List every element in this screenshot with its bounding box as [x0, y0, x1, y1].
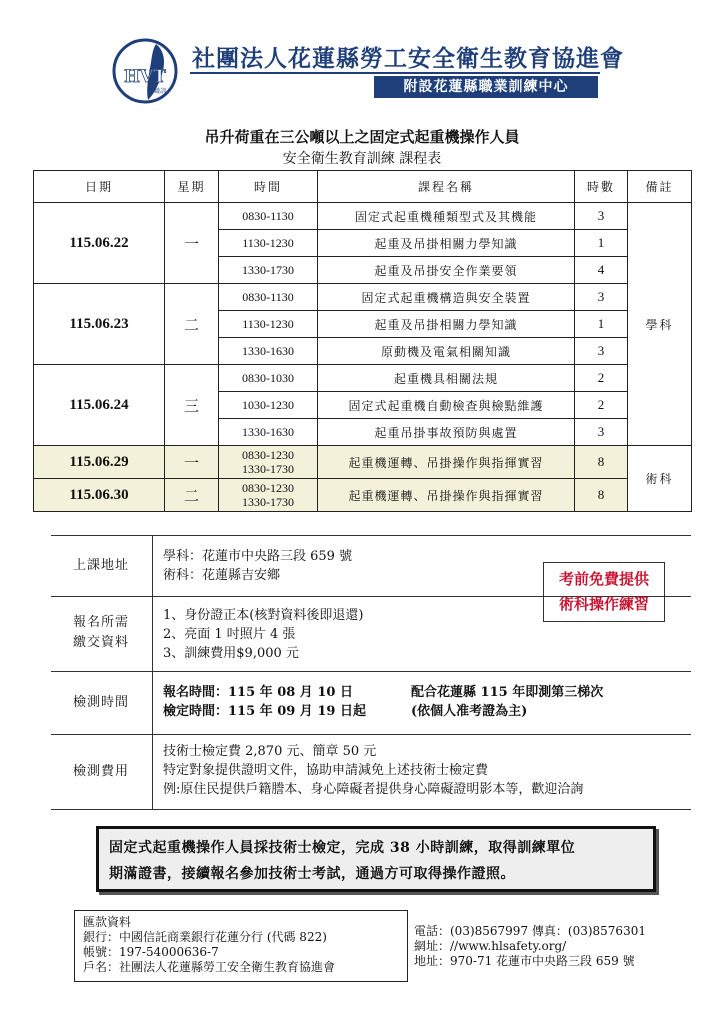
contact-website[interactable]: 網址：//www.hlsafety.org/	[414, 939, 567, 953]
fee-item: 例:原住民提供戶籍謄本、身心障礙者提供身心障礙證明影本等，歡迎洽詢	[163, 782, 584, 797]
time-morning: 0830-1230	[242, 448, 294, 462]
register-time: 報名時間：115 年 08 月 10 日	[163, 685, 353, 700]
documents-label-line2: 繳交資料	[72, 635, 129, 650]
table-row	[34, 203, 692, 230]
exam-time-notes	[411, 683, 603, 721]
exam-fee-lines	[163, 742, 583, 799]
row-divider	[152, 672, 153, 734]
exam-time-lines	[163, 683, 366, 721]
fee-item: 特定對象提供證明文件，協助申請減免上述技術士檢定費	[163, 763, 489, 778]
weekday-cell: 一	[165, 203, 219, 284]
row-divider	[152, 597, 153, 671]
weekday-cell: 三	[165, 365, 219, 446]
hours-cell: 2	[575, 392, 628, 419]
date-cell: 115.06.30	[34, 479, 165, 512]
weekday-cell: 二	[165, 284, 219, 365]
time-cell: 1130-1230	[219, 311, 318, 338]
course-title: 吊升荷重在三公噸以上之固定式起重機操作人員	[204, 128, 520, 146]
exam-fee-row	[51, 734, 691, 810]
header-divider	[190, 72, 600, 74]
row-divider	[152, 735, 153, 809]
time-cell: 1130-1230	[219, 230, 318, 257]
document-item: 3、訓練費用$9,000 元	[163, 646, 299, 661]
schedule-table	[33, 170, 692, 512]
time-cell: 1330-1630	[219, 419, 318, 446]
hours-cell: 1	[575, 230, 628, 257]
course-name-cell: 固定式起重機種類型式及其機能	[318, 203, 575, 230]
date-cell: 115.06.23	[34, 284, 165, 365]
row-divider	[152, 536, 153, 596]
time-cell	[219, 479, 318, 512]
documents-lines	[163, 606, 363, 663]
hours-cell: 3	[575, 338, 628, 365]
fee-item: 技術士檢定費 2,870 元、簡章 50 元	[163, 744, 377, 759]
exam-time-row	[51, 671, 691, 734]
weekday-cell: 二	[165, 479, 219, 512]
course-subtitle: 安全衛生教育訓練 課程表	[282, 151, 442, 167]
time-cell	[219, 446, 318, 479]
hours-cell: 8	[575, 446, 628, 479]
table-row	[34, 284, 692, 311]
free-practice-badge	[543, 562, 665, 622]
note-practice-cell: 術科	[628, 446, 692, 512]
hours-cell: 1	[575, 311, 628, 338]
course-name-cell: 固定式起重機自動檢查與檢點維護	[318, 392, 575, 419]
exam-fee-label: 檢測費用	[72, 764, 129, 779]
remit-account: 帳號：197-54000636-7	[83, 945, 219, 959]
notice-line2: 期滿證書，接續報名參加技術士考試，通過方可取得操作證照。	[109, 866, 515, 882]
hours-cell: 3	[575, 419, 628, 446]
contact-info	[414, 924, 646, 969]
table-row-practice	[34, 446, 692, 479]
documents-label-line1: 報名所需	[72, 615, 129, 630]
date-cell: 115.06.22	[34, 203, 165, 284]
certification-notice	[96, 826, 656, 892]
remit-title: 匯款資料	[83, 915, 132, 929]
table-row	[34, 365, 692, 392]
course-name-cell: 起重機具相關法規	[318, 365, 575, 392]
contact-phone: 電話：(03)8567997 傳真：(03)8576301	[414, 924, 646, 938]
exam-date: 檢定時間：115 年 09 月 19 日起	[163, 704, 366, 719]
course-name-cell: 起重機運轉、吊掛操作與指揮實習	[318, 479, 575, 512]
address-practice: 術科：花蓮縣吉安鄉	[163, 568, 281, 583]
logo-text: HVT	[124, 67, 166, 87]
header-course-name: 課程名稱	[318, 171, 575, 203]
header-date: 日期	[34, 171, 165, 203]
course-name-cell: 原動機及電氣相關知識	[318, 338, 575, 365]
org-name: 社團法人花蓮縣勞工安全衛生教育協進會	[192, 46, 624, 72]
time-afternoon: 1330-1730	[242, 495, 294, 509]
document-item: 2、亮面 1 吋照片 4 張	[163, 627, 296, 642]
table-row-practice	[34, 479, 692, 512]
course-name-cell: 固定式起重機構造與安全裝置	[318, 284, 575, 311]
time-cell: 1030-1230	[219, 392, 318, 419]
course-name-cell: 起重機運轉、吊掛操作與指揮實習	[318, 446, 575, 479]
hours-cell: 3	[575, 284, 628, 311]
time-cell: 0830-1130	[219, 284, 318, 311]
exam-admission-note: (依個人准考證為主)	[411, 704, 528, 719]
time-afternoon: 1330-1730	[242, 462, 294, 476]
logo-subtext: 花職訓	[148, 88, 167, 95]
notice-line1: 固定式起重機操作人員採技術士檢定，完成 38 小時訓練，取得訓練單位	[109, 840, 576, 856]
address-lines	[163, 547, 352, 585]
exam-batch-note: 配合花蓮縣 115 年即測第三梯次	[411, 685, 604, 700]
address-label: 上課地址	[72, 558, 129, 573]
remit-bank: 銀行：中國信託商業銀行花蓮分行 (代碼 822)	[83, 930, 327, 944]
header-time: 時間	[219, 171, 318, 203]
note-theory-cell: 學科	[628, 203, 692, 446]
table-header-row	[34, 171, 692, 203]
course-name-cell: 起重及吊掛相關力學知識	[318, 230, 575, 257]
course-name-cell: 起重及吊掛安全作業要領	[318, 257, 575, 284]
documents-label	[51, 613, 151, 653]
address-theory: 學科：花蓮市中央路三段 659 號	[163, 549, 353, 564]
document-item: 1、身份證正本(核對資料後即退還)	[163, 608, 364, 623]
hours-cell: 2	[575, 365, 628, 392]
header-note: 備註	[628, 171, 692, 203]
date-cell: 115.06.24	[34, 365, 165, 446]
org-logo	[112, 38, 186, 104]
weekday-cell: 一	[165, 446, 219, 479]
hours-cell: 8	[575, 479, 628, 512]
time-cell: 0830-1130	[219, 203, 318, 230]
exam-time-label: 檢測時間	[72, 695, 129, 710]
time-cell: 1330-1630	[219, 338, 318, 365]
time-cell: 1330-1730	[219, 257, 318, 284]
org-subtitle: 附設花蓮縣職業訓練中心	[374, 76, 598, 98]
remit-holder: 戶名：社團法人花蓮縣勞工安全衛生教育協進會	[83, 960, 336, 974]
contact-address: 地址：970-71 花蓮市中央路三段 659 號	[414, 954, 635, 968]
header-weekday: 星期	[165, 171, 219, 203]
free-practice-line1: 考前免費提供	[558, 570, 649, 588]
header-hours: 時數	[575, 171, 628, 203]
hours-cell: 3	[575, 203, 628, 230]
course-name-cell: 起重及吊掛相關力學知識	[318, 311, 575, 338]
time-morning: 0830-1230	[242, 481, 294, 495]
course-name-cell: 起重吊掛事故預防與處置	[318, 419, 575, 446]
remittance-box	[74, 910, 408, 982]
free-practice-line2: 術科操作練習	[558, 595, 649, 613]
time-cell: 0830-1030	[219, 365, 318, 392]
hours-cell: 4	[575, 257, 628, 284]
date-cell: 115.06.29	[34, 446, 165, 479]
